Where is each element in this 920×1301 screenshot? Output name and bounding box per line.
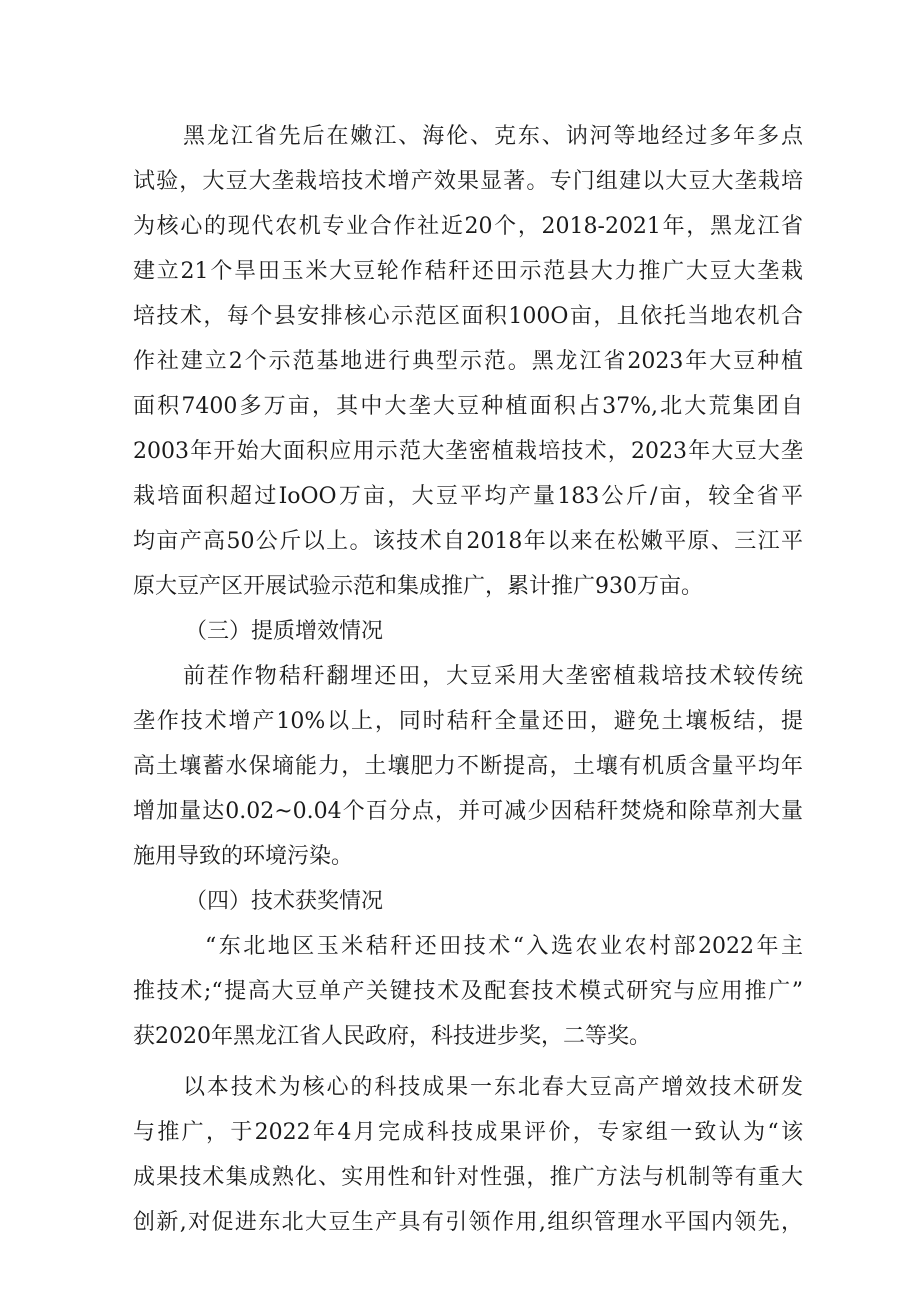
text-line: 成果技术集成熟化、实用性和针对性强，推广方法与机制等有重大 (133, 1165, 803, 1190)
text-line: 建立21个旱田玉米大豆轮作秸秆还田示范县大力推广大豆大垄栽 (133, 259, 803, 284)
text-line: 推技术;“提高大豆单产关键技术及配套技术模式研究与应用推广” (133, 979, 803, 1004)
text-line: 均亩产高50公斤以上。该技术自2018年以来在松嫩平原、三江平 (133, 529, 803, 554)
text-line: 创新,对促进东北大豆生产具有引领作用,组织管理水平国内领先， (133, 1210, 803, 1235)
text-line: 原大豆产区开展试验示范和集成推广，累计推广930万亩。 (133, 574, 703, 599)
text-line: 栽培面积超过IoOO万亩，大豆平均产量183公斤/亩，较全省平 (133, 484, 803, 509)
document-body (133, 114, 803, 1245)
text-line: 前茬作物秸秆翻埋还田，大豆采用大垄密植栽培技术较传统 (183, 664, 803, 689)
text-line: 试验，大豆大垄栽培技术增产效果显著。专门组建以大豆大垄栽培 (133, 169, 803, 194)
text-line: “东北地区玉米秸秆还田技术“入选农业农村部2022年主 (205, 934, 803, 959)
text-line: 施用导致的环境污染。 (133, 844, 354, 869)
text-line: 以本技术为核心的科技成果一东北春大豆高产增效技术研发 (183, 1075, 803, 1100)
text-line: 面积7400多万亩，其中大垄大豆种植面积占37%,北大荒集团自 (133, 394, 803, 419)
text-line: 增加量达0.02~0.04个百分点，并可减少因秸秆焚烧和除草剂大量 (133, 799, 803, 824)
text-line: 垄作技术增产10%以上，同时秸秆全量还田，避免土壤板结，提 (133, 709, 803, 734)
text-line: 黑龙江省先后在嫩江、海伦、克东、讷河等地经过多年多点 (183, 124, 803, 149)
section-heading-awards: （四）技术获奖情况 (185, 889, 384, 914)
text-line: 2003年开始大面积应用示范大垄密植栽培技术，2023年大豆大垄 (133, 439, 803, 464)
text-line: 培技术，每个县安排核心示范区面积100O亩，且依托当地农机合 (133, 304, 803, 329)
paragraph-awards (133, 924, 803, 1059)
section-heading-quality-efficiency: （三）提质增效情况 (185, 619, 384, 644)
paragraph-straw-return (133, 654, 803, 879)
text-line: 为核心的现代农机专业合作社近20个，2018-2021年，黑龙江省 (133, 214, 803, 239)
text-line: 高土壤蓄水保墒能力，土壤肥力不断提高，土壤有机质含量平均年 (133, 754, 803, 779)
text-line: 获2020年黑龙江省人民政府，科技进步奖，二等奖。 (133, 1024, 651, 1049)
paragraph-heilongjiang-trials (133, 114, 803, 609)
text-line: 作社建立2个示范基地进行典型示范。黑龙江省2023年大豆种植 (133, 349, 803, 374)
text-line: 与推广，于2022年4月完成科技成果评价，专家组一致认为“该 (133, 1120, 803, 1145)
paragraph-evaluation (133, 1065, 803, 1245)
